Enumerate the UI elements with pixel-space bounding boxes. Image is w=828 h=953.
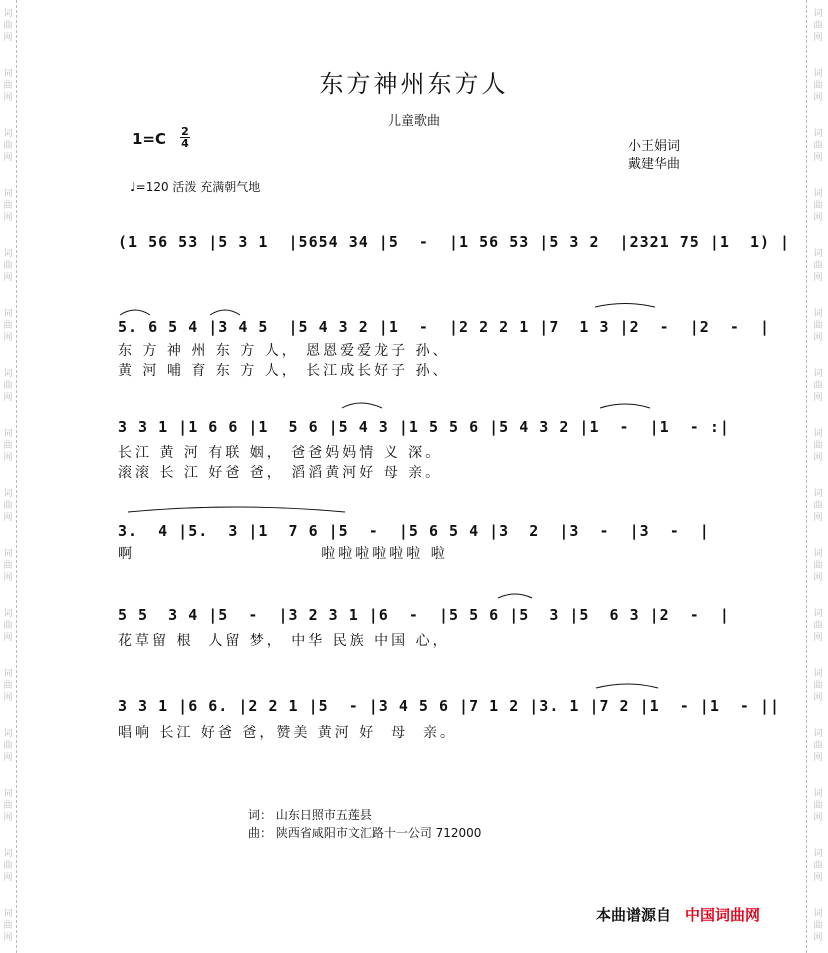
notes-line-3: 3 3 1 |1 6 6 |1 5 6 |5 4 3 |1 5 5 6 |5 4 3 2 |1 - |1 - :|: [118, 418, 730, 436]
composer-credit: 戴建华曲: [628, 157, 681, 172]
lyricist-credit: 小王娟词: [628, 139, 681, 154]
time-signature: 2 4: [181, 125, 189, 150]
key-signature: 1=C: [132, 130, 167, 148]
watermark-glyphs: 词 曲 网: [3, 309, 13, 343]
slur: [128, 507, 345, 512]
watermark-glyphs: 词 曲 网: [3, 129, 13, 163]
watermark-glyphs: 词 曲 网: [813, 729, 823, 763]
watermark-glyphs: 词 曲 网: [3, 549, 13, 583]
notes-line-2: 5. 6 5 4 |3 4 5 |5 4 3 2 |1 - |2 2 2 1 |7 1 3 |2 - |2 - |: [118, 318, 770, 336]
slur: [600, 404, 650, 408]
notes-line-6: 3 3 1 |6 6. |2 2 1 |5 - |3 4 5 6 |7 1 2 |3. 1 |7 2 |1 - |1 - ||: [118, 697, 781, 715]
source-site-link[interactable]: 中国词曲网: [685, 906, 761, 924]
watermark-glyphs: 词 曲 网: [813, 609, 823, 643]
slur: [498, 594, 532, 598]
watermark-glyphs: 词 曲 网: [3, 69, 13, 103]
watermark-glyphs: 词 曲 网: [3, 849, 13, 883]
notes-line-5: 5 5 3 4 |5 - |3 2 3 1 |6 - |5 5 6 |5 3 |5 6 3 |2 - |: [118, 606, 730, 624]
watermark-glyphs: 词 曲 网: [813, 549, 823, 583]
watermark-glyphs: 词 曲 网: [3, 429, 13, 463]
song-title: 东方神州东方人: [319, 70, 509, 98]
slur: [342, 403, 382, 408]
watermark-glyphs: 词 曲 网: [813, 69, 823, 103]
watermark-glyphs: 词 曲 网: [813, 369, 823, 403]
source-label: 本曲谱源自: [596, 906, 672, 924]
lyric-line-5: 花草留 根 人留 梦， 中华 民族 中国 心，: [118, 633, 450, 649]
lyric-line-3b: 滚滚 长 江 好爸 爸， 滔滔黄河好 母 亲。: [118, 465, 443, 481]
slur: [595, 304, 655, 308]
watermark-glyphs: 词 曲 网: [813, 669, 823, 703]
song-genre: 儿童歌曲: [387, 114, 440, 129]
lyric-line-4: 啊 啦啦啦啦啦啦 啦: [118, 546, 448, 562]
composer-address: 曲： 陕西省咸阳市文汇路十一公司 712000: [248, 826, 482, 840]
tempo-marking: ♩=120 活泼 充满朝气地: [130, 180, 261, 194]
lyric-line-3a: 长江 黄 河 有联 姻， 爸爸妈妈情 义 深。: [118, 445, 443, 461]
watermark-glyphs: 词 曲 网: [813, 489, 823, 523]
watermark-glyphs: 词 曲 网: [813, 9, 823, 43]
lyric-line-6: 唱响 长江 好爸 爸，赞美 黄河 好 母 亲。: [118, 725, 458, 741]
watermark-glyphs: 词 曲 网: [813, 909, 823, 943]
watermark-glyphs: 词 曲 网: [3, 909, 13, 943]
watermark-glyphs: 词 曲 网: [813, 789, 823, 823]
lyric-line-2b: 黄 河 哺 育 东 方 人， 长江成长好子 孙、: [118, 363, 450, 379]
watermark-glyphs: 词 曲 网: [813, 189, 823, 223]
watermark-glyphs: 词 曲 网: [3, 729, 13, 763]
notes-line-4: 3. 4 |5. 3 |1 7 6 |5 - |5 6 5 4 |3 2 |3 - |3 - |: [118, 522, 710, 540]
notes-line-1: (1 56 53 |5 3 1 |5654 34 |5 - |1 56 53 |5 3 2 |2321 75 |1 1) |: [118, 233, 791, 251]
watermark-glyphs: 词 曲 网: [3, 249, 13, 283]
watermark-glyphs: 词 曲 网: [3, 189, 13, 223]
watermark-glyphs: 词 曲 网: [3, 9, 13, 43]
watermark-glyphs: 词 曲 网: [813, 849, 823, 883]
slur: [210, 310, 240, 315]
lyric-line-2a: 东 方 神 州 东 方 人， 恩恩爱爱龙子 孙、: [118, 343, 450, 359]
watermark-glyphs: 词 曲 网: [813, 429, 823, 463]
watermark-glyphs: 词 曲 网: [813, 129, 823, 163]
lyricist-address: 词： 山东日照市五莲县: [248, 808, 372, 822]
watermark-glyphs: 词 曲 网: [3, 369, 13, 403]
watermark-glyphs: 词 曲 网: [3, 789, 13, 823]
watermark-glyphs: 词 曲 网: [813, 309, 823, 343]
slur: [596, 684, 658, 688]
watermark-glyphs: 词 曲 网: [3, 489, 13, 523]
watermark-glyphs: 词 曲 网: [3, 609, 13, 643]
slur: [120, 310, 150, 315]
watermark-glyphs: 词 曲 网: [813, 249, 823, 283]
watermark-glyphs: 词 曲 网: [3, 669, 13, 703]
